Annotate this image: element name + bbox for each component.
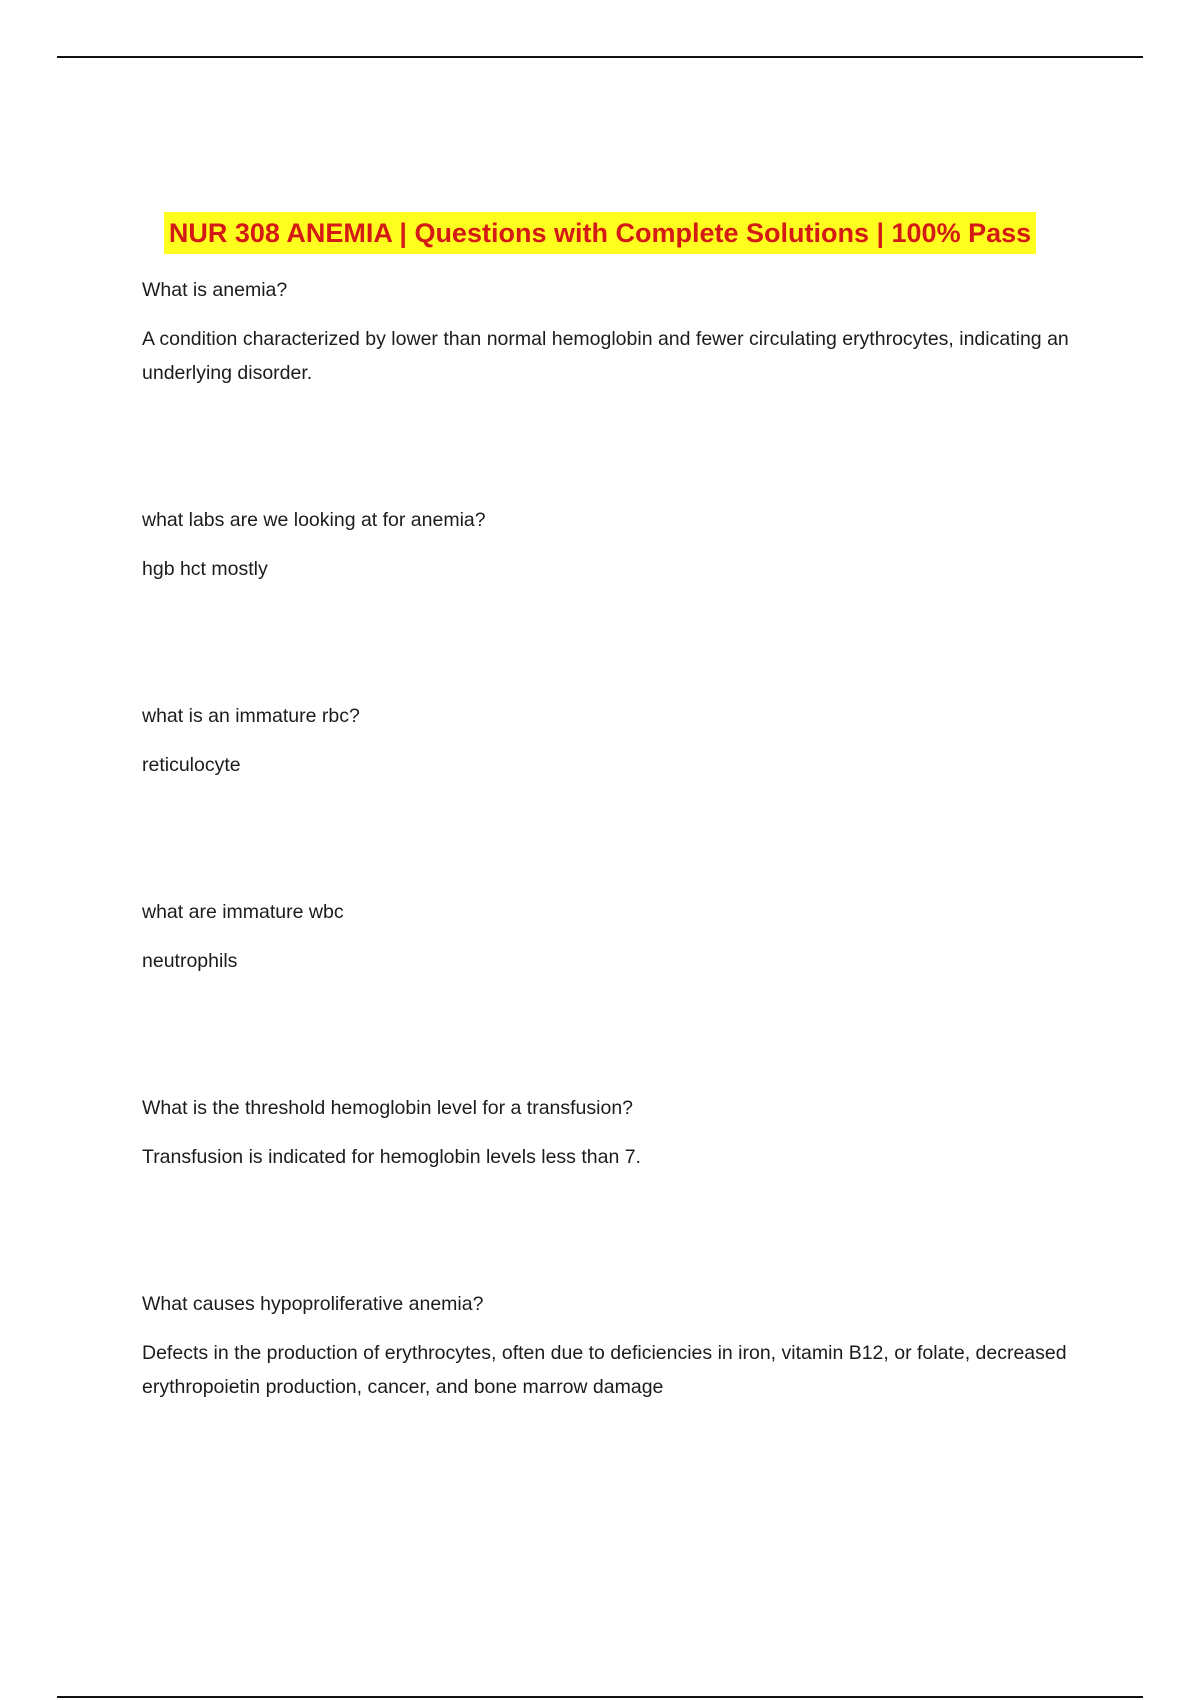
answer-text: hgb hct mostly [142,558,268,580]
answer-text: neutrophils [142,950,238,972]
question-text: what are immature wbc [142,901,344,923]
question-text: what is an immature rbc? [142,705,360,727]
document-title: NUR 308 ANEMIA | Questions with Complete Solutions | 100% Pass [164,212,1036,254]
qa-item-3 [142,699,1077,782]
qa-item-1 [142,273,1077,390]
question-text: What is the threshold hemoglobin level for a transfusion? [142,1097,634,1119]
answer-text: A condition characterized by lower than normal hemoglobin and fewer circulating erythrocytes, indicating an underlying disorder. [142,328,1069,384]
answer-text: Defects in the production of erythrocytes, often due to deficiencies in iron, vitamin B12, or folate, decreased erythropoietin production, cancer, and bone marrow damage [142,1342,1067,1398]
qa-item-6 [142,1287,1077,1404]
qa-item-5 [142,1091,1077,1174]
qa-item-4 [142,895,1077,978]
answer-text: Transfusion is indicated for hemoglobin levels less than 7. [142,1146,641,1168]
footer-rule [57,1696,1143,1698]
question-text: What causes hypoproliferative anemia? [142,1293,484,1315]
qa-list [142,0,1077,1700]
answer-text: reticulocyte [142,754,241,776]
qa-item-2 [142,503,1077,586]
question-text: what labs are we looking at for anemia? [142,509,486,531]
question-text: What is anemia? [142,279,288,301]
